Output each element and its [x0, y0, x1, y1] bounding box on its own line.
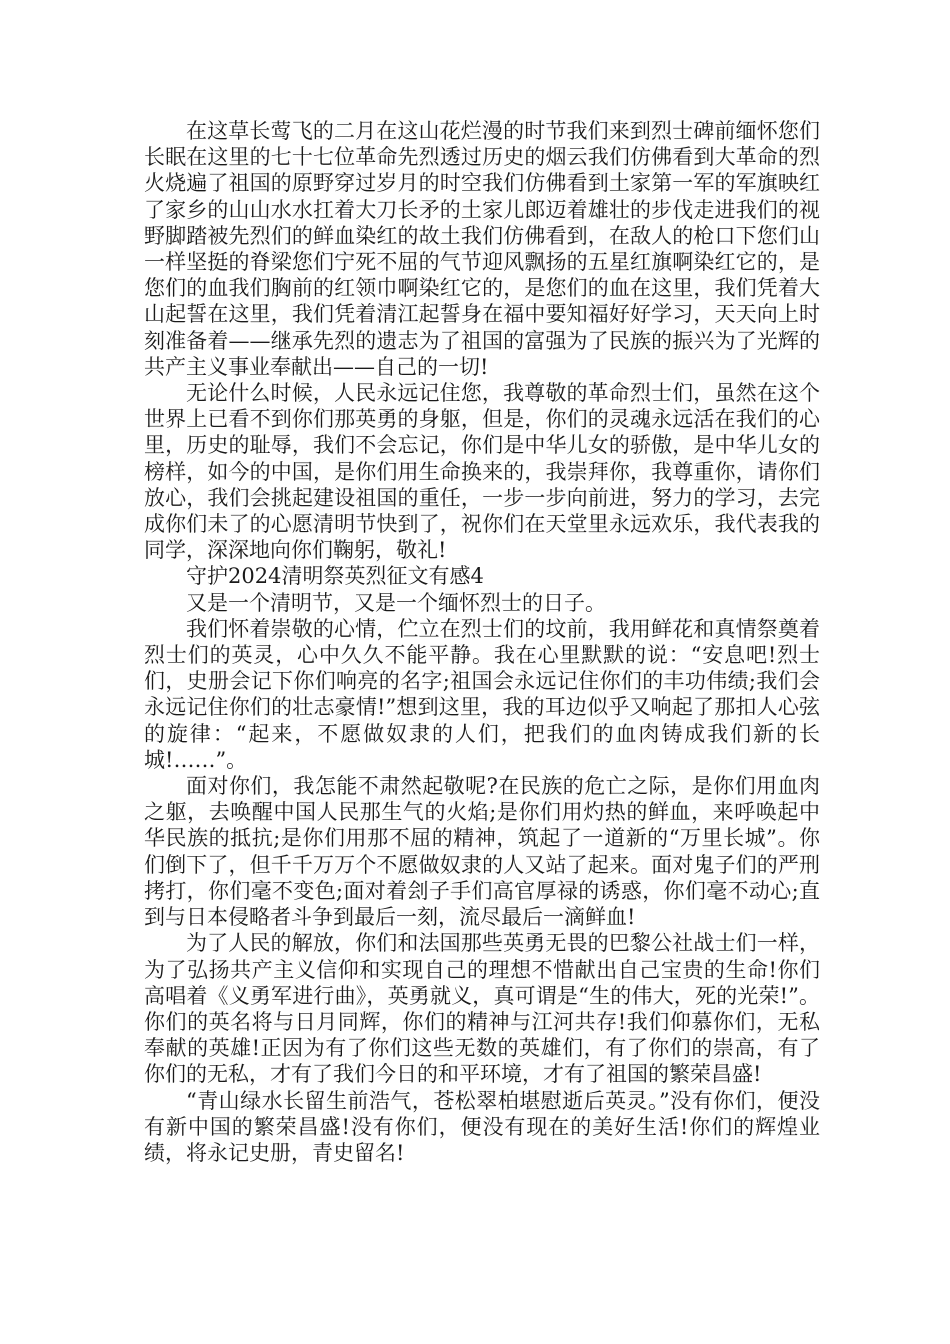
document-page	[144, 118, 820, 1166]
paragraph-5: 面对你们，我怎能不肃然起敬呢?在民族的危亡之际，是你们用血肉之躯，去唤醒中国人民那生气的火焰;是你们用灼热的鲜血，来呼唤起中华民族的抵抗;是你们用那不屈的精神，筑起了一道新的“万里长城”。你们倒下了，但千千万万个不愿做奴隶的人又站了起来。面对鬼子们的严刑拷打，你们毫不变色;面对着刽子手们高官厚禄的诱惑，你们毫不动心;直到与日本侵略者斗争到最后一刻，流尽最后一滴鲜血!	[144, 774, 820, 930]
paragraph-7: “青山绿水长留生前浩气，苍松翠柏堪慰逝后英灵。”没有你们，便没有新中国的繁荣昌盛!没有你们，便没有现在的美好生活!你们的辉煌业绩，将永记史册，青史留名!	[144, 1088, 820, 1165]
paragraph-4: 我们怀着崇敬的心情，伫立在烈士们的坟前，我用鲜花和真情祭奠着烈士们的英灵，心中久久不能平静。我在心里默默的说：“安息吧!烈士们，史册会记下你们响亮的名字;祖国会永远记住你们的丰功伟绩;我们会永远记住你们的壮志豪情!”想到这里，我的耳边似乎又响起了那扣人心弦的旋律：“起来，不愿做奴隶的人们，把我们的血肉铸成我们新的长城!……”。	[144, 616, 820, 772]
section-heading: 守护2024清明祭英烈征文有感4	[186, 564, 484, 589]
paragraph-2: 无论什么时候，人民永远记住您，我尊敬的革命烈士们，虽然在这个世界上已看不到你们那英勇的身躯，但是，你们的灵魂永远活在我们的心里，历史的耻辱，我们不会忘记，你们是中华儿女的骄傲，是中华儿女的榜样，如今的中国，是你们用生命换来的，我崇拜你，我尊重你，请你们放心，我们会挑起建设祖国的重任，一步一步向前进，努力的学习，去完成你们未了的心愿清明节快到了，祝你们在天堂里永远欢乐，我代表我的同学，深深地向你们鞠躬，敬礼!	[144, 381, 820, 563]
paragraph-3: 又是一个清明节，又是一个缅怀烈士的日子。	[186, 590, 606, 615]
paragraph-6: 为了人民的解放，你们和法国那些英勇无畏的巴黎公社战士们一样，为了弘扬共产主义信仰和实现自己的理想不惜献出自己宝贵的生命!你们高唱着《义勇军进行曲》，英勇就义，真可谓是“生的伟大，死的光荣!”。你们的英名将与日月同辉，你们的精神与江河共存!我们仰慕你们，无私奉献的英雄!正因为有了你们这些无数的英雄们，有了你们的崇高，有了你们的无私，才有了我们今日的和平环境，才有了祖国的繁荣昌盛!	[144, 931, 820, 1087]
paragraph-1: 在这草长莺飞的二月在这山花烂漫的时节我们来到烈士碑前缅怀您们长眠在这里的七十七位革命先烈透过历史的烟云我们仿佛看到大革命的烈火烧遍了祖国的原野穿过岁月的时空我们仿佛看到土家第一军的军旗映红了家乡的山山水水扛着大刀长矛的土家儿郎迈着雄壮的步伐走进我们的视野脚踏被先烈们的鲜血染红的故土我们仿佛看到，在敌人的枪口下您们山一样坚挺的脊梁您们宁死不屈的气节迎风飘扬的五星红旗啊染红它的，是您们的血我们胸前的红领巾啊染红它的，是您们的血在这里，我们凭着大山起誓在这里，我们凭着清江起誓身在福中要知福好好学习，天天向上时刻准备着——继承先烈的遗志为了祖国的富强为了民族的振兴为了光辉的共产主义事业奉献出——自己的一切!	[144, 119, 820, 379]
